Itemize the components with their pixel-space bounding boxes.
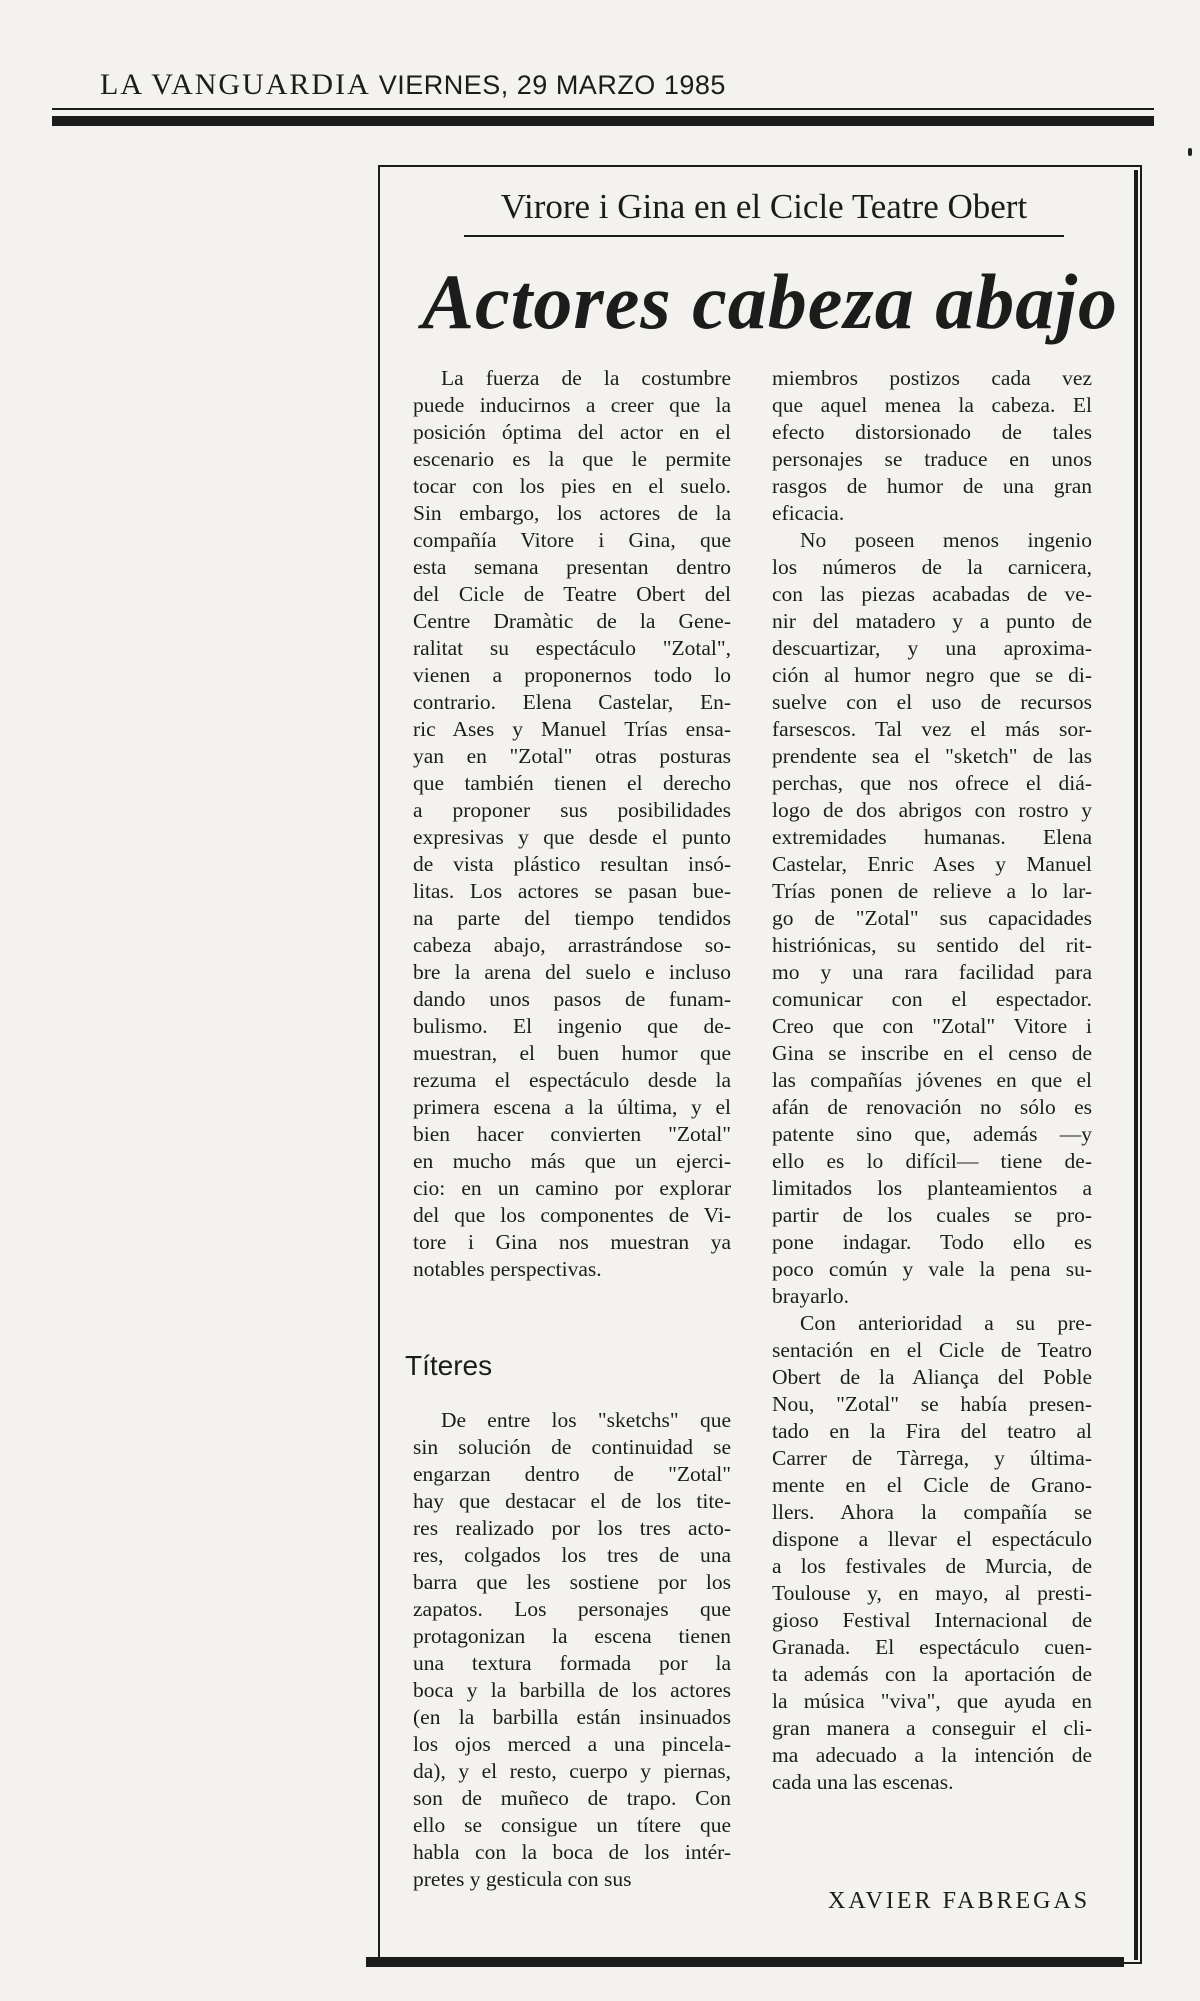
text-line: con las piezas acabadas de ve- bbox=[772, 582, 1092, 606]
article-column-1 bbox=[413, 365, 731, 1283]
text-line: son de muñeco de trapo. Con bbox=[413, 1786, 731, 1810]
text-line: De entre los "sketchs" que bbox=[441, 1408, 731, 1432]
text-line: suelve con el uso de recursos bbox=[772, 690, 1092, 714]
text-line: Creo que con "Zotal" Vitore i bbox=[772, 1014, 1092, 1038]
text-line: Granada. El espectáculo cuen- bbox=[772, 1635, 1092, 1659]
text-line: La fuerza de la costumbre bbox=[441, 366, 731, 390]
text-line: compañía Vitore i Gina, que bbox=[413, 528, 731, 552]
text-line: gran manera a conseguir el cli- bbox=[772, 1716, 1092, 1740]
article-signature: XAVIER FABREGAS bbox=[828, 1888, 1091, 1914]
text-line: cabeza abajo, arrastrándose so- bbox=[413, 933, 731, 957]
text-line: descuartizar, y una aproxima- bbox=[772, 636, 1092, 660]
article-kicker: Virore i Gina en el Cicle Teatre Obert bbox=[464, 187, 1064, 237]
text-line: Sin embargo, los actores de la bbox=[413, 501, 731, 525]
text-line: protagonizan la escena tienen bbox=[413, 1624, 731, 1648]
text-line: res, colgados los tres de una bbox=[413, 1543, 731, 1567]
text-line: mente en el Cicle de Grano- bbox=[772, 1473, 1092, 1497]
text-line: Gina se inscribe en el censo de bbox=[772, 1041, 1092, 1065]
text-line: a proponer sus posibilidades bbox=[413, 798, 731, 822]
text-line: brayarlo. bbox=[772, 1284, 850, 1308]
text-line: sin solución de continuidad se bbox=[413, 1435, 731, 1459]
text-line: primera escena a la última, y el bbox=[413, 1095, 731, 1119]
text-line: Con anterioridad a su pre- bbox=[800, 1311, 1092, 1335]
text-line: zapatos. Los personajes que bbox=[413, 1597, 731, 1621]
text-line: contrario. Elena Castelar, En- bbox=[413, 690, 731, 714]
text-line: una textura formada por la bbox=[413, 1651, 731, 1675]
article-shadow-right bbox=[1134, 170, 1138, 1960]
text-line: No poseen menos ingenio bbox=[800, 528, 1092, 552]
text-line: efecto distorsionado de tales bbox=[772, 420, 1092, 444]
text-line: posición óptima del actor en el bbox=[413, 420, 731, 444]
text-line: muestran, el buen humor que bbox=[413, 1041, 731, 1065]
text-line: nir del matadero y a punto de bbox=[772, 609, 1092, 633]
article-subhead: Títeres bbox=[405, 1350, 493, 1381]
text-line: ta además con la aportación de bbox=[772, 1662, 1092, 1686]
text-line: puede inducirnos a creer que la bbox=[413, 393, 731, 417]
text-line: la música "viva", que ayuda en bbox=[772, 1689, 1092, 1713]
text-line: personajes se traduce en unos bbox=[772, 447, 1092, 471]
text-line: tore i Gina nos muestran ya bbox=[413, 1230, 731, 1254]
text-line: Toulouse y, en mayo, al presti- bbox=[772, 1581, 1092, 1605]
text-line: ma adecuado a la intención de bbox=[772, 1743, 1092, 1767]
text-line: partir de los cuales se pro- bbox=[772, 1203, 1092, 1227]
text-line: ello se consigue un títere que bbox=[413, 1813, 731, 1837]
article-shadow-bottom bbox=[366, 1957, 1124, 1967]
scan-speck bbox=[1188, 148, 1192, 156]
text-line: dando unos pasos de funam- bbox=[413, 987, 731, 1011]
text-line: pretes y gesticula con sus bbox=[413, 1867, 632, 1891]
text-line: bre la arena del suelo e incluso bbox=[413, 960, 731, 984]
text-line: notables perspectivas. bbox=[413, 1257, 602, 1281]
text-line: res realizado por los tres acto- bbox=[413, 1516, 731, 1540]
text-line: hay que destacar el de los tite- bbox=[413, 1489, 731, 1513]
text-line: Carrer de Tàrrega, y última- bbox=[772, 1446, 1092, 1470]
text-line: habla con la boca de los intér- bbox=[413, 1840, 731, 1864]
text-line: farsescos. Tal vez el más sor- bbox=[772, 717, 1092, 741]
text-line: cada una las escenas. bbox=[772, 1770, 954, 1794]
text-line: tocar con los pies en el suelo. bbox=[413, 474, 731, 498]
text-line: bulismo. El ingenio que de- bbox=[413, 1014, 731, 1038]
issue-date: VIERNES, 29 MARZO 1985 bbox=[378, 70, 726, 100]
text-line: cio: en un camino por explorar bbox=[413, 1176, 731, 1200]
text-line: histriónicas, su sentido del rit- bbox=[772, 933, 1092, 957]
text-line: ello es lo difícil— tiene de- bbox=[772, 1149, 1092, 1173]
text-line: pone indagar. Todo ello es bbox=[772, 1230, 1092, 1254]
text-line: a los festivales de Murcia, de bbox=[772, 1554, 1092, 1578]
text-line: patente sino que, además —y bbox=[772, 1122, 1092, 1146]
text-line: afán de renovación no sólo es bbox=[772, 1095, 1092, 1119]
text-line: expresivas y que desde el punto bbox=[413, 825, 731, 849]
text-line: da), y el resto, cuerpo y piernas, bbox=[413, 1759, 731, 1783]
text-line: comunicar con el espectador. bbox=[772, 987, 1092, 1011]
text-line: perchas, que nos ofrece el diá- bbox=[772, 771, 1092, 795]
masthead-rule-thin bbox=[52, 108, 1154, 110]
text-line: rasgos de humor de una gran bbox=[772, 474, 1092, 498]
text-line: dispone a llevar el espectáculo bbox=[772, 1527, 1092, 1551]
text-line: gioso Festival Internacional de bbox=[772, 1608, 1092, 1632]
text-line: esta semana presentan dentro bbox=[413, 555, 731, 579]
text-line: ric Ases y Manuel Trías ensa- bbox=[413, 717, 731, 741]
text-line: rezuma el espectáculo desde la bbox=[413, 1068, 731, 1092]
text-line: engarzan dentro de "Zotal" bbox=[413, 1462, 731, 1486]
text-line: eficacia. bbox=[772, 501, 845, 525]
article-column-1-continued bbox=[413, 1407, 731, 1893]
text-line: go de "Zotal" sus capacidades bbox=[772, 906, 1092, 930]
text-line: Trías ponen de relieve a lo lar- bbox=[772, 879, 1092, 903]
text-line: los números de la carnicera, bbox=[772, 555, 1092, 579]
text-line: que aquel menea la cabeza. El bbox=[772, 393, 1092, 417]
masthead bbox=[100, 68, 726, 102]
text-line: extremidades humanas. Elena bbox=[772, 825, 1092, 849]
text-line: vienen a proponernos todo lo bbox=[413, 663, 731, 687]
text-line: barra que les sostiene por los bbox=[413, 1570, 731, 1594]
article-headline: Actores cabeza abajo bbox=[422, 258, 1118, 345]
text-line: boca y la barbilla de los actores bbox=[413, 1678, 731, 1702]
text-line: bien hacer convierten "Zotal" bbox=[413, 1122, 731, 1146]
text-line: ción al humor negro que se di- bbox=[772, 663, 1092, 687]
text-line: de vista plástico resultan insó- bbox=[413, 852, 731, 876]
text-line: yan en "Zotal" otras posturas bbox=[413, 744, 731, 768]
masthead-rule-thick bbox=[52, 116, 1154, 126]
newspaper-name: LA VANGUARDIA bbox=[100, 68, 371, 101]
text-line: limitados los planteamientos a bbox=[772, 1176, 1092, 1200]
text-line: que también tienen el derecho bbox=[413, 771, 731, 795]
text-line: los ojos merced a una pincela- bbox=[413, 1732, 731, 1756]
text-line: litas. Los actores se pasan bue- bbox=[413, 879, 731, 903]
text-line: poco común y vale la pena su- bbox=[772, 1257, 1092, 1281]
text-line: las compañías jóvenes en que el bbox=[772, 1068, 1092, 1092]
text-line: logo de dos abrigos con rostro y bbox=[772, 798, 1092, 822]
text-line: (en la barbilla están insinuados bbox=[413, 1705, 731, 1729]
text-line: escenario es la que le permite bbox=[413, 447, 731, 471]
text-line: na parte del tiempo tendidos bbox=[413, 906, 731, 930]
text-line: Obert de la Aliança del Poble bbox=[772, 1365, 1092, 1389]
text-line: tado en la Fira del teatro al bbox=[772, 1419, 1092, 1443]
text-line: prendente sea el "sketch" de las bbox=[772, 744, 1092, 768]
text-line: llers. Ahora la compañía se bbox=[772, 1500, 1092, 1524]
text-line: Nou, "Zotal" se había presen- bbox=[772, 1392, 1092, 1416]
text-line: Centre Dramàtic de la Gene- bbox=[413, 609, 731, 633]
text-line: ralitat su espectáculo "Zotal", bbox=[413, 636, 731, 660]
text-line: sentación en el Cicle de Teatro bbox=[772, 1338, 1092, 1362]
text-line: Castelar, Enric Ases y Manuel bbox=[772, 852, 1092, 876]
text-line: miembros postizos cada vez bbox=[772, 366, 1092, 390]
text-line: mo y una rara facilidad para bbox=[772, 960, 1092, 984]
text-line: en mucho más que un ejerci- bbox=[413, 1149, 731, 1173]
article-column-2 bbox=[772, 365, 1092, 1796]
text-line: del Cicle de Teatre Obert del bbox=[413, 582, 731, 606]
text-line: del que los componentes de Vi- bbox=[413, 1203, 731, 1227]
